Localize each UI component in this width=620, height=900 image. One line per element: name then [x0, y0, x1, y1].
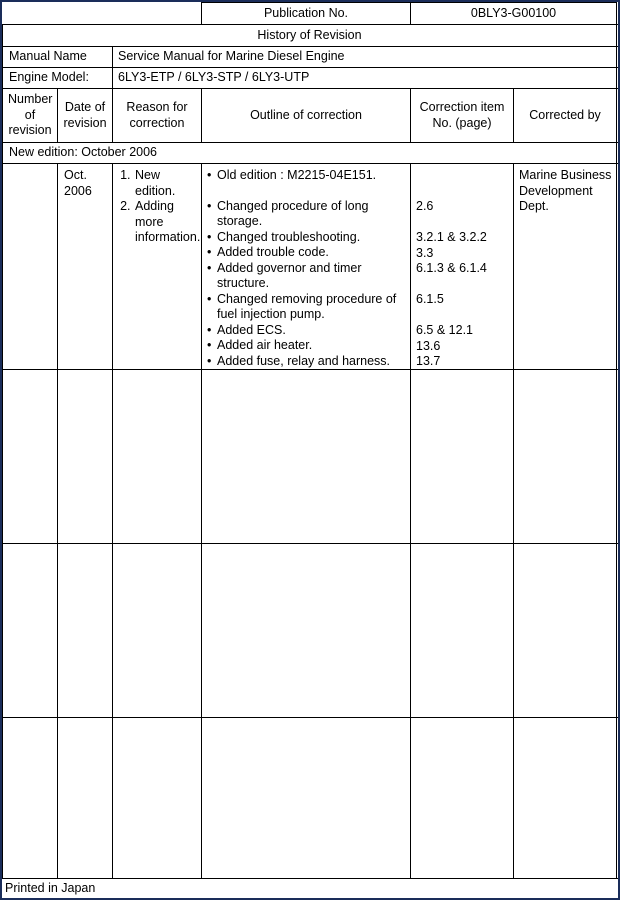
manual-name-value: Service Manual for Marine Diesel Engine: [118, 49, 345, 64]
col-header-correction-item: Correction item No. (page): [419, 100, 505, 130]
outline-item: • Added fuse, relay and harness.: [207, 354, 407, 370]
revision-history-page: [2, 2, 618, 898]
footer-printed: Printed in Japan: [5, 881, 96, 896]
correction-item: 3.2.1 & 3.2.2: [416, 230, 487, 244]
page-title: History of Revision: [257, 27, 362, 42]
col-header-date: Date of revision: [63, 100, 107, 130]
correction-item: 6.1.3 & 6.1.4: [416, 261, 487, 275]
reason-list: [115, 168, 201, 246]
corrected-by-value: Marine Business Development Dept.: [519, 168, 612, 213]
manual-name-label: Manual Name: [9, 49, 87, 64]
outline-list: [207, 168, 407, 369]
revision-date: Oct. 2006: [64, 168, 92, 198]
correction-item: 6.1.5: [416, 292, 444, 306]
col-header-outline: Outline of correction: [250, 107, 362, 122]
correction-item: 13.7: [416, 354, 441, 368]
new-edition-note: New edition: October 2006: [9, 145, 158, 160]
correction-item: 13.6: [416, 338, 441, 353]
col-header-reason: Reason for correction: [126, 100, 188, 130]
correction-item: 2.6: [416, 199, 434, 213]
col-header-number: Number of revision: [8, 92, 53, 138]
outline-item: • Changed troubleshooting.: [207, 230, 407, 246]
outline-item: • Old edition : M2215-04E151.: [207, 168, 407, 184]
engine-model-value: 6LY3-ETP / 6LY3-STP / 6LY3-UTP: [118, 70, 310, 85]
outline-item: • Changed procedure of long storage.: [207, 199, 407, 230]
outline-item: • Added trouble code.: [207, 245, 407, 261]
publication-no-value: 0BLY3-G00100: [470, 5, 557, 20]
outline-item: • Added ECS.: [207, 323, 407, 339]
correction-item: 6.5 & 12.1: [416, 323, 473, 337]
correction-item: 3.3: [416, 245, 434, 260]
reason-item: 2. Adding more information.: [134, 199, 201, 246]
publication-no-label: Publication No.: [263, 5, 349, 20]
outline-item: • Added governor and timer structure.: [207, 261, 407, 292]
engine-model-label: Engine Model:: [9, 70, 89, 85]
outline-item: • Added air heater.: [207, 338, 407, 354]
reason-item: 1. New edition.: [134, 168, 201, 199]
correction-items: [416, 168, 512, 370]
col-header-corrected-by: Corrected by: [529, 107, 601, 122]
outline-item: • Changed removing procedure of fuel injection pump.: [207, 292, 407, 323]
